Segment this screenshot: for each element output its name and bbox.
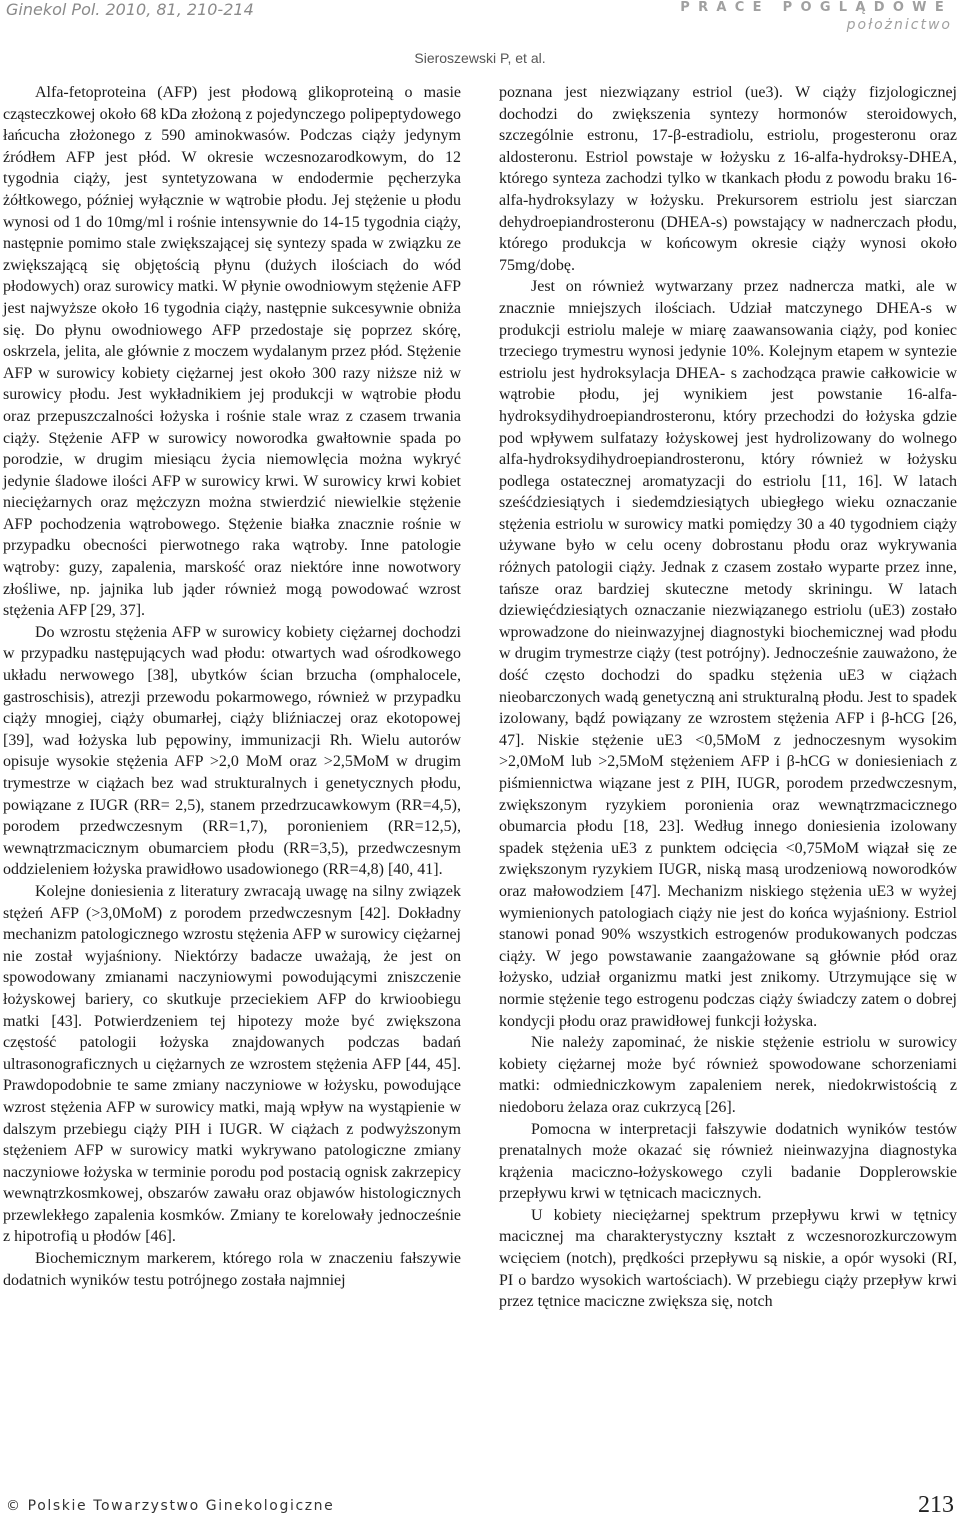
paragraph: Kolejne doniesienia z literatury zwracają uwagę na silny związek stężeń AFP (>3,0MoM) z porodem przedwczesnym [42]. Dokładny mechanizm patologicznego wzrostu stężenia AFP w surowicy ciężarnej nie został wyjaśniony. Niektórzy badacze uważają, że jest on spowodowany zmianami naczyniowymi powodującymi zniszczenie łożyskowej bariery, co skutkuje przeciekiem AFP do krwioobiegu matki [43]. Potwierdzeniem tej hipotezy może być zwiększona częstość patologii łożyska znajdowanych podczas badań ultrasonograficznych u ciężarnych ze wzrostem stężenia AFP [44, 45]. Prawdopodobnie te same zmiany naczyniowe w łożysku, powodujące wzrost stężenia AFP w surowicy matki, mają wpływ na wystąpienie w dalszym przebiegu ciąży PIH i IUGR. W ciążach z podwyższonym stężeniem AFP w surowicy matki wykrywano patologiczne zmiany naczyniowe łożyska w terminie porodu pod postacią ognisk zakrzepicy wewnątrzkosmkowej, obszarów zawału oraz objawów histologicznych przewlekłego zapalenia kosmków. Zmiany te korelowały jednocześnie z hipotrofią u płodów [46].: [3, 882, 461, 1246]
section-header: [680, 0, 952, 34]
publisher-footer: © Polskie Towarzystwo Ginekologiczne: [6, 1498, 335, 1514]
paragraph: Pomocna w interpretacji fałszywie dodatnich wyników testów prenatalnych może okazać się również nieinwazyjna diagnostyka krążenia maciczno-łożyskowego czyli badanie Dopplerowskie przepływu krwi w tętnicach macicznych.: [499, 1120, 957, 1203]
section-label: PRACE POGLĄDOWE: [680, 0, 952, 15]
subsection-label: położnictwo: [846, 17, 952, 33]
paragraph: Jest on również wytwarzany przez nadnercza matki, ale w znacznie mniejszych ilościach. Udział matczynego DHEA-s w produkcji estriolu maleje w miarę zaawansowania ciąży, pod koniec trzeciego trymestru wynosi jedynie 10%. Kolejnym etapem w syntezie estriolu jest hydroksylacja DHEA- s zachodząca prawie całkowicie w wątrobie płodu, jej wynikiem jest powstanie 16-alfa- hydroksydihydroepiandrosteronu, który przechodzi do łożyska gdzie pod wpływem sulfatazy łożyskowej jest hydrolizowany do wolnego alfa-hydroksydihydroepiandrosteronu, który również w łożysku podlega ostatecznej aromatyzacji do estriolu [11, 16]. W latach sześćdziesiątych i siedemdziesiątych ubiegłego wieku oznaczanie stężenia estriolu w surowicy matki pomiędzy 30 a 40 tygodniem ciąży używane było w celu oceny dobrostanu płodu oraz wykrywania różnych patologii ciąży. Jednak z czasem zostało wyparte przez inne, tańsze oraz bardziej skuteczne metody skriningu. W latach dziewięćdziesiątych oznaczanie niezwiązanego estriolu (uE3) zostało wprowadzone do nieinwazyjnej diagnostyki biochemicznej wad płodu w drugim trymestrze ciąży (test potrójny). Jednocześnie zauważono, że dość często dochodzi do spadku stężenia uE3 w ciążach nieobarczonych wadą genetyczną ani strukturalną płodu. Jest to spadek izolowany, bądź powiązany ze wzrostem stężenia AFP i β-hCG [26, 47]. Niskie stężenie uE3 <0,5MoM z jednoczesnym wysokim >2,0MoM lub >2,5MoM stężeniem AFP i β-hCG w doniesieniach z piśmiennictwa wiązane jest z PIH, IUGR, porodem przedwczesnym, zwiększonym ryzykiem poronienia oraz wewnątrzmacicznego obumarcia płodu [18, 23]. Według innego doniesienia izolowany spadek stężenia uE3 z punktem odcięcia <0,75MoM wiązał się ze zwiększonym ryzykiem IUGR, niską masą urodzeniową noworodków oraz małowodziem [47]. Mechanizm niskiego stężenia uE3 w wyżej wymienionych patologiach ciąży nie jest do końca wyjaśniony. Estriol stanowi ponad 90% wszystkich estrogenów produkowanych podczas ciąży. W jego powstawanie zaangażowane są głównie płód oraz łożysko, udział organizmu matki jest znikomy. Utrzymujące się w normie stężenie tego estrogenu podczas ciąży świadczy zatem o dobrej kondycji płodu oraz prawidłowej funkcji łożyska.: [499, 278, 957, 1030]
running-authors: Sieroszewski P, et al.: [414, 50, 546, 66]
journal-citation: Ginekol Pol. 2010, 81, 210-214: [6, 0, 254, 19]
paragraph: Do wzrostu stężenia AFP w surowicy kobiety ciężarnej dochodzi w przypadku następujących wad płodu: otwartych wad ośrodkowego układu nerwowego [38], ubytków ścian brzucha (omphalocele, gastroschisis), atrezji przewodu pokarmowego, również w przypadku ciąży mnogiej, ciąży obumarłej, ciąży bliźniaczej oraz ekotopowej [39], wad łożyska lub pępowiny, immunizacji Rh. Wielu autorów opisuje wysokie stężenia AFP >2,0 MoM oraz >2,5MoM w drugim trymestrze w ciążach bez wad strukturalnych i genetycznych płodu, powiązane z IUGR (RR= 2,5), stanem przedrzucawkowym (RR=4,5), porodem przedwczesnym (RR=1,7), poronieniem (RR=12,5), wewnątrzmacicznym obumarciem płodu (RR=3,5), przedwczesnym oddzieleniem łożyska prawidłowo usadowionego (RR=4,8) [40, 41].: [3, 623, 461, 879]
page-number: 213: [918, 1492, 954, 1518]
paragraph: Nie należy zapominać, że niskie stężenie estriolu w surowicy kobiety ciężarnej może być również spowodowane schorzeniami matki: odmiedniczkowym zapaleniem nerek, niedokrwistością z niedoboru żelaza oraz cukrzycą [26].: [499, 1034, 957, 1116]
right-column: [499, 82, 957, 1313]
paragraph: U kobiety nieciężarnej spektrum przepływu krwi w tętnicy macicznej ma charakterystyczny kształt z wczesnorozkurczowym wcięciem (notch), prędkości przepływu są niskie, a opór wysoki (RI, PI o bardzo wysokich wartościach). W przebiegu ciąży przepływ krwi przez tętnice maciczne zwiększa się, notch: [499, 1206, 957, 1311]
paragraph: Biochemicznym markerem, którego rola w znaczeniu fałszywie dodatnich wyników testu potrójnego została najmniej: [3, 1250, 461, 1289]
paragraph: Alfa-fetoproteina (AFP) jest płodową glikoproteiną o masie cząsteczkowej około 68 kDa złożoną z pojedynczego polipeptydowego łańcucha złożonego z 590 aminokwasów. Podczas ciąży jedynym źródłem AFP jest płód. W okresie wczesnozarodkowym, do 12 tygodnia ciąży, jest syntetyzowana w endodermie pęcherzyka żółtkowego, później wyłącznie w wątrobie płodu. Jej stężenie u płodu wynosi od 1 do 10mg/ml i rośnie intensywnie do 14-15 tygodnia ciąży, następnie pomimo stale zwiększającej się syntezy spada w związku ze zwiększającą się objętością płynu (dużych ilościach do wód płodowych) oraz surowicy matki. W płynie owodniowym stężenie AFP jest najwyższe około 16 tygodnia ciąży, następnie sukcesywnie obniża się. Do płynu owodniowego AFP przedostaje się poprzez skórę, oskrzela, jelita, ale głównie z moczem wydalanym przez płód. Stężenie AFP w surowicy kobiety ciężarnej jest około 300 razy niższe niż w surowicy płodu. Jest wykładnikiem jej produkcji w wątrobie płodu oraz przepuszczalności łożyska i rośnie stale wraz z czasem trwania ciąży. Stężenie AFP w surowicy noworodka gwałtownie spada po porodzie, w drugim miesiącu życia niemowlęcia można wykryć jedynie śladowe ilości AFP w surowicy krwi. W surowicy krwi kobiet nieciężarnych oraz mężczyzn można stwierdzić niewielkie stężenie AFP pochodzenia wątrobowego. Stężenie białka znacznie rośnie w przypadku obecności pierwotnego raka wątroby. Inne patologie wątroby: guzy, zapalenia, marskość oraz niektóre inne nowotwory złośliwe, np. jajnika lub jąder również mogą powodować wzrost stężenia AFP [29, 37].: [3, 84, 461, 620]
paragraph: poznana jest niezwiązany estriol (ue3). W ciąży fizjologicznej dochodzi do zwiększenia syntezy hormonów steroidowych, szczególnie estronu, 17-β-estradiolu, estriolu, progesteronu oraz aldosteronu. Estriol powstaje w łożysku z 16-alfa-hydroksy-DHEA, którego synteza zachodzi tylko w tkankach płodu z powodu braku 16-alfa-hydroksylazy w łożysku. Prekursorem estriolu jest siarczan dehydroepiandrosteronu (DHEA-s) powstający w nadnerczach płodu, którego produkcja w końcowym okresie ciąży wynosi około 75mg/dobę.: [499, 84, 957, 274]
left-column: [3, 82, 461, 1291]
